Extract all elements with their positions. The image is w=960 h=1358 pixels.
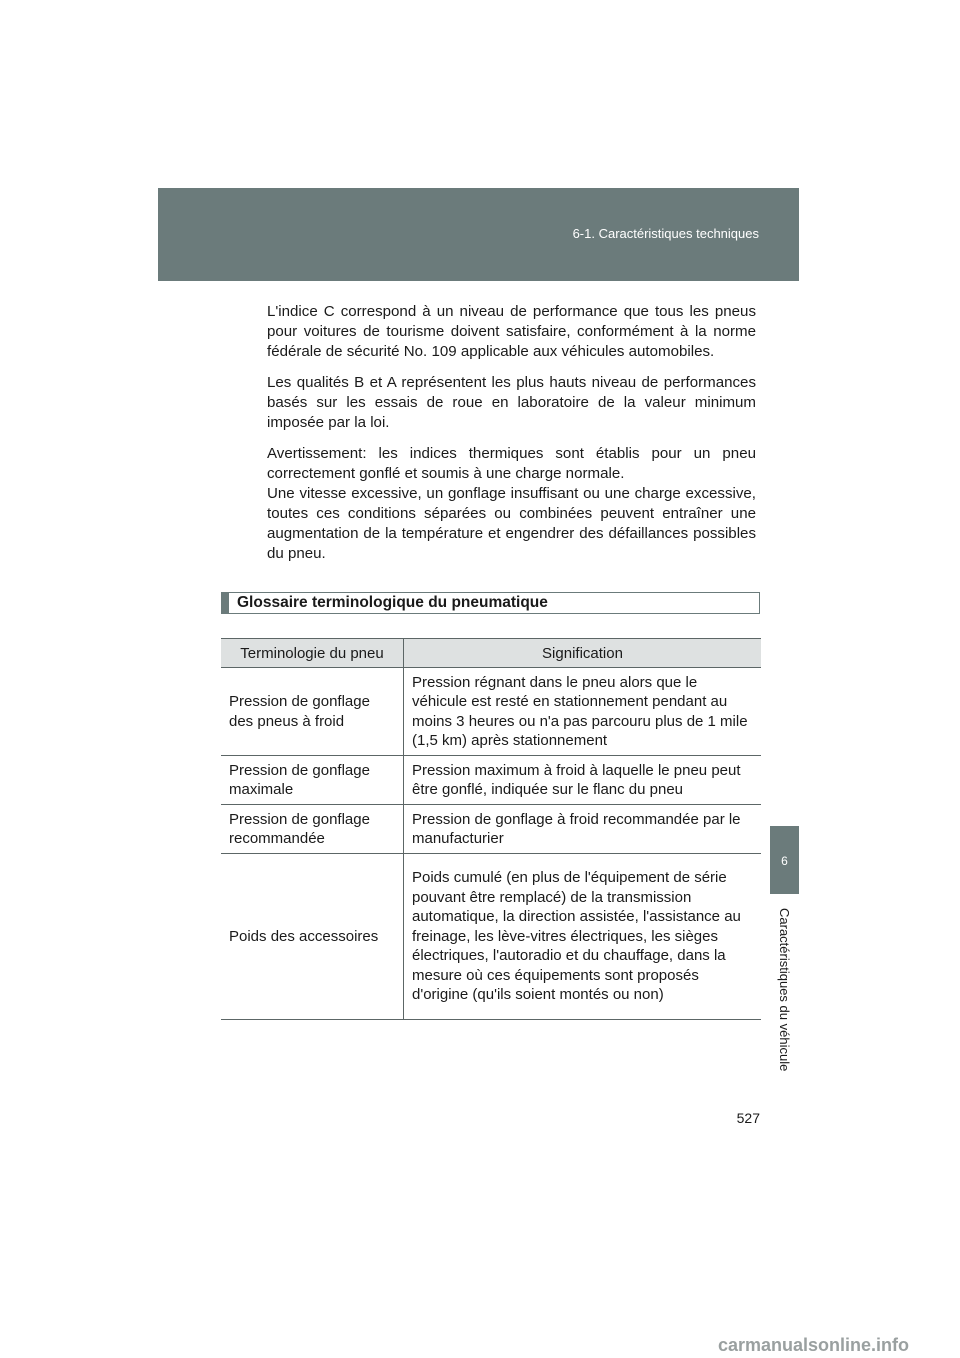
meaning-cell: Pression de gonflage à froid recommandée par le manufacturier: [404, 805, 762, 854]
table-row: [221, 668, 761, 756]
header-band: [158, 188, 799, 281]
meaning-cell: Poids cumulé (en plus de l'équipement de série pouvant être remplacé) de la transmission automatique, la direction assistée, l'assistance au freinage, les lève-vitres électriques, les sièges électriques, l'autoradio et du chauffage, dans la mesure où ces équipements sont proposés d'origine (qu'ils soient montés ou non): [404, 854, 762, 1020]
page-number: 527: [736, 1110, 760, 1126]
meaning-cell: Pression régnant dans le pneu alors que le véhicule est resté en stationnement pendant au moins 3 heures ou n'a pas parcouru plus de 1 mile (1,5 km) après stationnement: [404, 668, 762, 756]
term-cell: Poids des accessoires: [221, 854, 404, 1020]
paragraph-vitesse: Une vitesse excessive, un gonflage insuffisant ou une charge excessive, toutes ces conditions séparées ou combinées peuvent entraîner une augmentation de la température et engendrer des défaillances possibles du pneu.: [267, 485, 756, 562]
paragraph-indice-c: L'indice C correspond à un niveau de performance que tous les pneus pour voitures de tourisme doivent satisfaire, conformément à la norme fédérale de sécurité No. 109 applicable aux véhicules automobiles.: [267, 303, 756, 360]
term-cell: Pression de gonflage recommandée: [221, 805, 404, 854]
glossary-heading: [221, 592, 760, 614]
meaning-cell: Pression maximum à froid à laquelle le pneu peut être gonflé, indiquée sur le flanc du pneu: [404, 756, 762, 805]
column-header-term: Terminologie du pneu: [221, 639, 404, 668]
table-header-row: [221, 639, 761, 668]
table-row: [221, 805, 761, 854]
section-title: 6-1. Caractéristiques techniques: [572, 226, 759, 241]
watermark-logo: carmanualsonline.info: [718, 1335, 910, 1355]
paragraph-qualites: Les qualités B et A représentent les plus hauts niveau de performances basés sur les essais de roue en laboratoire de la valeur minimum imposée par la loi.: [267, 374, 756, 431]
chapter-number: 6: [781, 854, 788, 868]
heading-accent-bar: [222, 593, 229, 613]
term-cell: Pression de gonflage des pneus à froid: [221, 668, 404, 756]
column-header-meaning: Signification: [404, 639, 762, 668]
glossary-table: [221, 638, 761, 1020]
chapter-tab: [770, 826, 799, 894]
table-row: [221, 854, 761, 1020]
glossary-heading-title: Glossaire terminologique du pneumatique: [237, 594, 548, 611]
body-text: [267, 302, 756, 575]
term-cell: Pression de gonflage maximale: [221, 756, 404, 805]
chapter-label: Caractéristiques du véhicule: [777, 908, 792, 1072]
table-row: [221, 756, 761, 805]
paragraph-avertissement: Avertissement: les indices thermiques sont établis pour un pneu correctement gonflé et soumis à une charge normale.: [267, 445, 756, 482]
